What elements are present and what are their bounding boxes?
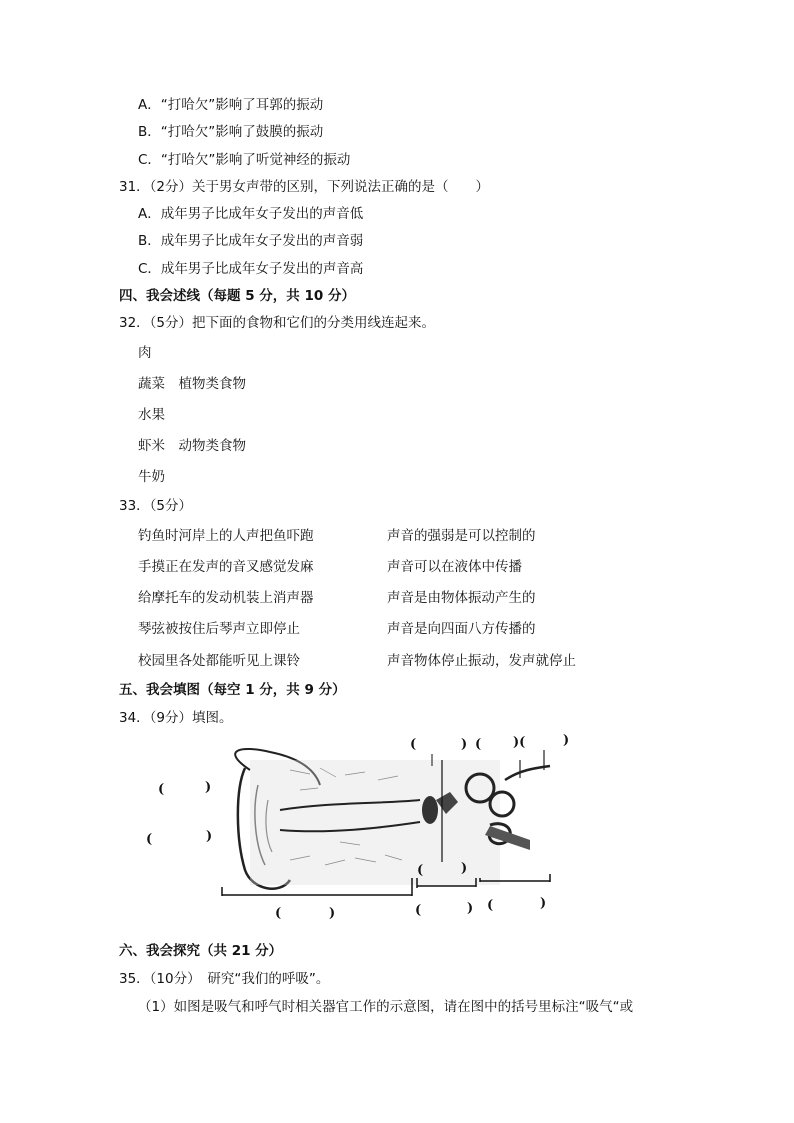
q35-stem: 35．（10分） 研究“我们的呼吸”。: [119, 971, 330, 987]
q30-option-c: C．“打哈欠”影响了听觉神经的振动: [138, 152, 351, 168]
blank-close: ): [329, 906, 336, 921]
q35-part1: （1）如图是吸气和呼气时相关器官工作的示意图，请在图中的括号里标注“吸气“或: [138, 999, 634, 1015]
blank-close: ): [461, 861, 468, 876]
blank-open: (: [410, 737, 417, 752]
q32-row-3: 水果: [138, 407, 165, 423]
q33-left-2: 手摸正在发声的音叉感觉发麻: [138, 559, 314, 575]
q31-option-b: B．成年男子比成年女子发出的声音弱: [138, 233, 364, 249]
blank-open: (: [275, 906, 282, 921]
q33-right-1: 声音的强弱是可以控制的: [387, 528, 536, 544]
blank-open: (: [415, 903, 422, 918]
section-6-title: 六、我会探究（共 21 分）: [119, 943, 283, 959]
blank-open: (: [417, 863, 424, 878]
q33-stem: 33．（5分）: [119, 498, 193, 514]
section-4-title: 四、我会述线（每题 5 分，共 10 分）: [119, 288, 355, 304]
q33-right-3: 声音是由物体振动产生的: [387, 590, 536, 606]
blank-open: (: [158, 782, 165, 797]
q32-row-2: 蔬菜 植物类食物: [138, 376, 246, 392]
q33-left-4: 琴弦被按住后琴声立即停止: [138, 621, 300, 637]
blank-close: ): [467, 901, 474, 916]
q31-stem: 31．（2分）关于男女声带的区别，下列说法正确的是（ ）: [119, 179, 490, 195]
q32-row-1: 肉: [138, 345, 152, 361]
q33-right-5: 声音物体停止振动，发声就停止: [387, 653, 576, 669]
q33-left-1: 钓鱼时河岸上的人声把鱼吓跑: [138, 528, 314, 544]
blank-close: ): [206, 829, 213, 844]
q34-stem: 34．（9分）填图。: [119, 710, 233, 726]
blank-open: (: [487, 898, 494, 913]
q30-option-a: A．“打哈欠”影响了耳郭的振动: [138, 97, 324, 113]
blank-close: ): [205, 780, 212, 795]
q32-row-4: 虾米 动物类食物: [138, 438, 246, 454]
q33-right-2: 声音可以在液体中传播: [387, 559, 522, 575]
q31-option-c: C．成年男子比成年女子发出的声音高: [138, 261, 364, 277]
q32-stem: 32．（5分）把下面的食物和它们的分类用线连起来。: [119, 315, 436, 331]
q31-option-a: A．成年男子比成年女子发出的声音低: [138, 206, 364, 222]
blank-close: ): [461, 737, 468, 752]
blank-close: ): [563, 733, 570, 748]
q32-row-5: 牛奶: [138, 469, 165, 485]
q33-right-4: 声音是向四面八方传播的: [387, 621, 536, 637]
q33-left-5: 校园里各处都能听见上课铃: [138, 653, 300, 669]
blank-close: ): [540, 896, 547, 911]
q30-option-b: B．“打哈欠”影响了鼓膜的振动: [138, 124, 324, 140]
q33-left-3: 给摩托车的发动机装上消声器: [138, 590, 314, 606]
blank-open: (: [146, 832, 153, 847]
section-5-title: 五、我会填图（每空 1 分，共 9 分）: [119, 682, 346, 698]
blank-open: (: [475, 737, 482, 752]
blank-close-open: )(: [513, 735, 526, 750]
